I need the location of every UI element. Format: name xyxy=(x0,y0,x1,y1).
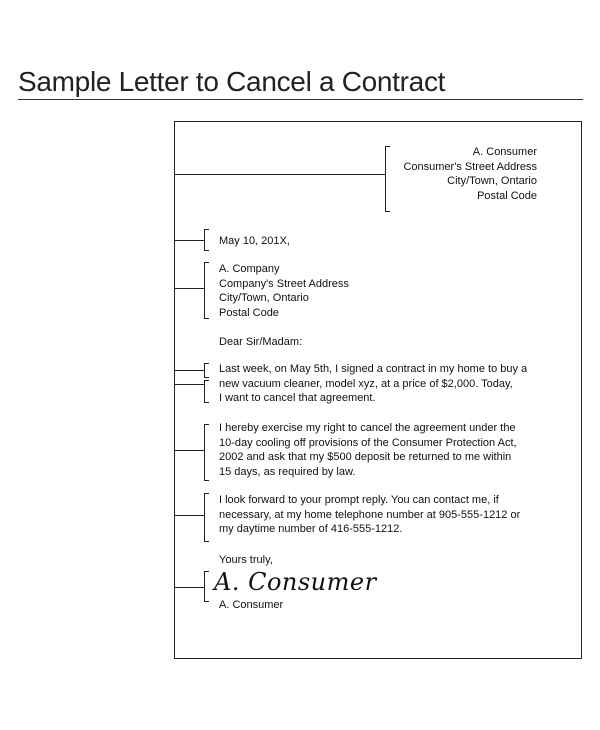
paragraph-line: my daytime number of 416-555-1212. xyxy=(219,523,403,536)
paragraph-line: new vacuum cleaner, model xyz, at a price of $2,000. Today, xyxy=(219,377,513,390)
paragraph-line: 15 days, as required by law. xyxy=(219,465,356,478)
recipient-line: A. Company xyxy=(219,263,280,275)
paragraph-line: I look forward to your prompt reply. You can contact me, if xyxy=(219,494,499,506)
signature-callout-line xyxy=(174,587,204,588)
sender-line: City/Town, Ontario xyxy=(447,175,537,188)
title-underline xyxy=(18,99,583,100)
paragraph-line: Last week, on May 5th, I signed a contract in my home to buy a xyxy=(219,363,528,375)
recipient-line: City/Town, Ontario xyxy=(219,292,309,305)
paragraph-3 xyxy=(219,493,520,537)
sender-line: Postal Code xyxy=(477,189,537,202)
paragraph-1-bracket-b xyxy=(204,380,209,403)
paragraph-1-bracket-a xyxy=(204,363,209,378)
paragraph-line: I want to cancel that agreement. xyxy=(219,392,376,405)
paragraph-line: I hereby exercise my right to cancel the agreement under the xyxy=(219,422,516,434)
sender-line: A. Consumer xyxy=(472,146,537,158)
sender-address xyxy=(403,145,537,203)
paragraph-line: 2002 and ask that my $500 deposit be returned to me within xyxy=(219,451,512,464)
paragraph-2-bracket xyxy=(204,424,209,481)
printed-name: A. Consumer xyxy=(219,599,284,611)
sender-bracket xyxy=(385,146,390,212)
signature-bracket xyxy=(204,571,209,602)
sender-line: Consumer's Street Address xyxy=(403,160,537,173)
recipient-line: Company's Street Address xyxy=(219,277,349,290)
paragraph-1 xyxy=(219,362,527,406)
salutation: Dear Sir/Madam: xyxy=(219,336,303,348)
closing: Yours truly, xyxy=(219,554,273,566)
paragraph-1-callout-line-a xyxy=(174,370,204,371)
signature: A. Consumer xyxy=(214,568,377,596)
paragraph-line: necessary, at my home telephone number at 905-555-1212 or xyxy=(219,508,521,521)
paragraph-line: 10-day cooling off provisions of the Consumer Protection Act, xyxy=(219,436,517,449)
paragraph-3-bracket xyxy=(204,493,209,542)
page-title: Sample Letter to Cancel a Contract xyxy=(18,66,446,97)
sender-callout-line xyxy=(174,174,385,175)
paragraph-1-callout-line-b xyxy=(174,384,204,385)
paragraph-3-callout-line xyxy=(174,515,204,516)
recipient-address xyxy=(219,262,349,320)
date-callout-line xyxy=(174,240,204,241)
paragraph-2 xyxy=(219,421,517,479)
date-bracket xyxy=(204,229,209,251)
recipient-callout-line xyxy=(174,288,204,289)
paragraph-2-callout-line xyxy=(174,450,204,451)
letter-date: May 10, 201X, xyxy=(219,235,290,247)
recipient-line: Postal Code xyxy=(219,306,279,319)
recipient-bracket xyxy=(204,262,209,319)
